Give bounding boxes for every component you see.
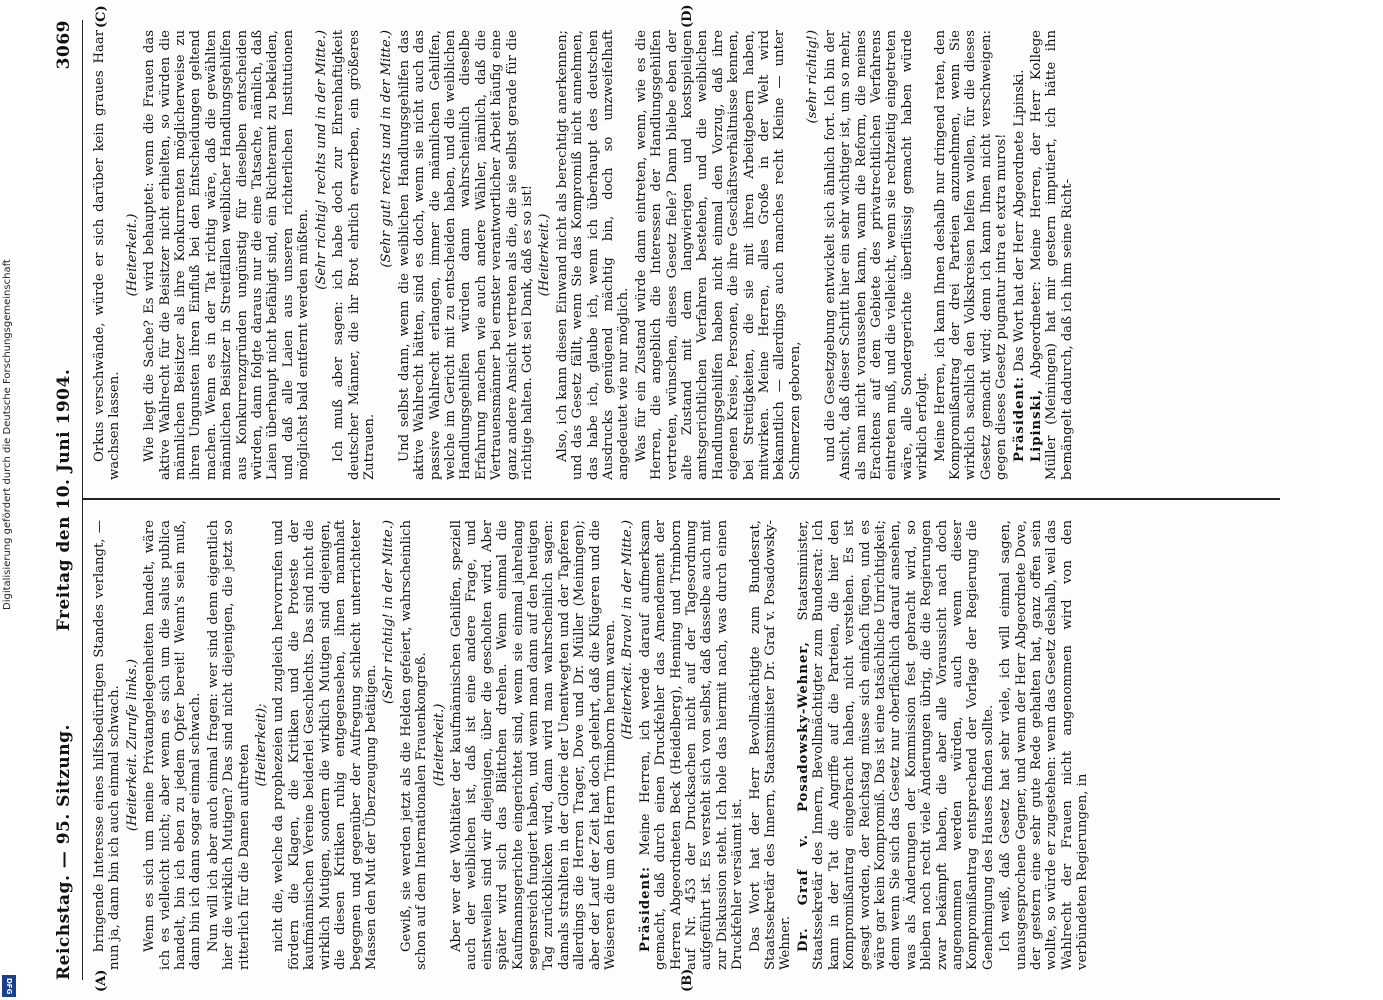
paragraph-text: Also, ich kann diesen Einwand nicht als berechtigt anerkennen; und das Gesetz fällt, wenn Sie das Kompromiß nicht annehmen, das habe ich, glaube ich, wenn ich überhaupt des deutschen Ausdrucks genügend mächtig bin, doch so unzweifelhaft angedeutet wie nur möglich. xyxy=(554,30,632,480)
paragraph-text: Meine Herren, ich werde darauf aufmerksam gemacht, daß durch einen Druckfehler das Amendement der Herren Abgeordneten Beck (Heidelberg), Henning und Trimborn auf Nr. 453 der Drucksachen nicht auf der Tagesordnung aufgeführt ist. Es versteht sich von selbst, daß dasselbe auch mit zur Diskussion steht. Ich hole das hiermit nach, was durch einen Druckfehler versäumt ist. xyxy=(637,520,746,970)
paragraph-text: (Heiterkeit. Bravo! in der Mitte.) xyxy=(620,520,636,740)
interjection xyxy=(125,30,140,480)
paragraph xyxy=(142,520,204,970)
paragraph-text: Wenn es sich um meine Privatangelegenheiten handelt, wäre ich es vielleicht nicht; aber wenn es sich um die salus publica handelt, bin ich eben zu jedem Opfer bereit! Wenn's sein muß, dann bin ich dann sogar einmal schwach. xyxy=(142,520,204,970)
paragraph-text: (sehr richtig!) xyxy=(805,30,821,124)
speaker-name: Dr. Graf v. Posadowsky-Wehner, xyxy=(795,641,811,952)
left-text-column xyxy=(92,520,1280,970)
margin-marker-d: (D) xyxy=(680,4,695,28)
speaker-name: Lipinski, xyxy=(1028,388,1044,462)
page-number: 3069 xyxy=(54,20,74,70)
paragraph xyxy=(638,520,746,970)
paragraph xyxy=(206,520,252,970)
interjection xyxy=(254,520,269,970)
paragraph xyxy=(796,520,996,970)
paragraph xyxy=(271,520,379,970)
paragraph-text: bringende Interesse eines hilfsbedürftigen Standes verlangt, — nun ja, dann bin ich auch einmal schwach. xyxy=(92,520,123,970)
paragraph-text: (Heiterkeit. Zurufe links.) xyxy=(124,658,140,832)
dfg-logo: DFG xyxy=(2,975,16,997)
paragraph-text: (Sehr richtig! rechts und in der Mitte.) xyxy=(313,30,329,290)
paragraph-text: Das Wort hat der Herr Abgeordnete Lipinski. xyxy=(1011,69,1027,372)
interjection xyxy=(537,30,552,480)
paragraph-text: (Sehr richtig! in der Mitte.) xyxy=(381,520,397,704)
paragraph xyxy=(142,30,311,480)
column-divider xyxy=(82,498,1280,500)
paragraph-text: (Sehr gut! rechts und in der Mitte.) xyxy=(379,30,395,268)
paragraph-text: Staatsminister, Staatssekretär des Innern, Bevollmächtigter zum Bundesrat: Ich kann in der Tat die Angriffe auf die Parteien, die hier den Kompromißantrag eingebracht haben, nicht verstehen. Es ist gesagt worden, der Reichstag müsse sich einfach fügen, und es wäre gar kein Kompromiß. Das ist eine tatsächliche Unrichtigkeit; denn wenn Sie sich das Gesetz nur oberflächlich darauf ansehen, was als Änderungen der Kommission fest gebracht wird, so bleiben noch recht viele Änderungen übrig, die die Regierungen zwar bekämpft haben, die aber alle Voraussicht nach doch angenommen werden würden, auch wenn dieser Kompromißantrag entsprechend der Vorlage der Regierung die Genehmigung des Hauses finden sollte. xyxy=(795,520,996,970)
paragraph xyxy=(1029,30,1075,480)
paragraph-text: Aber wer der Wohltäter der kaufmännischen Gehilfen, speziell auch der weiblichen ist, daß ist eine andere Frage, und einstweilen sind wir diejenigen, über die gescholten wird. Aber später wird sich das Blättchen drehen. Wenn einmal die Kaufmannsgerichte eingerichtet sind, wenn sie einmal jahrelang segensreich fungiert haben, und wenn man dann auf den heutigen Tag zurückblicken wird, dann wird man wahrscheinlich sagen: damals strahlten in der Glorie der Unentwegten und der Tapferen allerdings die Herren Trager, Dove und Dr. Müller (Meiningen); aber der Lauf der Zeit hat doch gelehrt, daß die Klügeren und die Weiseren die um den Herrn Trimborn herum waren. xyxy=(448,520,618,970)
page-header xyxy=(54,20,78,980)
paragraph xyxy=(998,520,1090,970)
paragraph-text: Gewiß, sie werden jetzt als die Helden gefeiert, wahrscheinlich schon auf dem Internationalen Frauenkongreß. xyxy=(398,520,430,970)
paragraph-text: (Heiterkeit.) xyxy=(431,703,447,787)
paragraph-text: Ich weiß, daß Gesetz hat sehr viele, ich will einmal sagen, unausgesprochene Gegner, und wenn der Herr Abgeordnete Dove, der gestern eine sehr gute Rede gehalten hat, ganz offen sein wollte, so würde er zugestehen: wenn das Gesetz deshalb, weil das Wahlrecht der Frauen nicht angenommen wird von den verbündeten Regierungen, in xyxy=(998,520,1091,970)
paragraph-text: nicht die, welche da prophezeien und zugleich hervorrufen und fördern die Klagen, die Kritiken und die Proteste der kaufmännischen Vereine beiderlei Geschlechts. Das sind nicht die wirklich Mutigen, sondern die wirklich Mutigen sind diejenigen, die diesen Kritiken ruhig entgegensehen, ihnen mannhaft begegnen und gegenüber der Aufregung schlecht unterrichteter Massen den Mut der Überzeugung betätigen. xyxy=(271,520,379,970)
paragraph xyxy=(933,30,1010,480)
funding-notice: Digitalisierung gefördert durch die Deutsche Forschungsgemeinschaft xyxy=(2,259,13,610)
paragraph xyxy=(555,30,632,480)
paragraph xyxy=(449,520,618,970)
paragraph xyxy=(634,30,803,480)
speaker-name: Präsident: xyxy=(1011,375,1027,462)
interjection xyxy=(314,30,329,480)
paragraph-text: (Heiterkeit.) xyxy=(124,213,140,297)
interjection xyxy=(620,520,635,970)
paragraph xyxy=(748,520,794,970)
paragraph-text: und die Gesetzgebung entwickelt sich ähnlich fort. Ich bin der Ansicht, daß dieser Schritt hier ein sehr wichtiger ist, um so mehr, als man nicht voraussehen kann, wann die Reform, die meines Erachtens auf dem Gebiete des privatrechtlichen Verfahrens eintreten muß, und die vielleicht, wenn sie rechtzeitig eingetreten wäre, alle Sondergerichte überflüssig gemacht haben würde wirklich erfolgt. xyxy=(822,30,931,480)
paragraph xyxy=(823,30,931,480)
margin-marker-a: (A) xyxy=(94,969,109,992)
margin-marker-c: (C) xyxy=(94,5,109,28)
paragraph-text: (Heiterkeit.) xyxy=(537,213,553,297)
interjection xyxy=(125,520,140,970)
speaker-name: Präsident: xyxy=(637,865,653,952)
interjection xyxy=(381,520,396,970)
paragraph-text: Das Wort hat der Herr Bevollmächtigte zum Bundesrat, Staatssekretär des Innern, Staatsminister Dr. Graf v. Posadowsky-Wehner. xyxy=(747,520,794,970)
paragraph xyxy=(397,30,536,480)
footer-strip xyxy=(0,0,20,1000)
header-rule xyxy=(82,20,83,980)
paragraph xyxy=(331,30,377,480)
interjection xyxy=(805,30,820,480)
interjection xyxy=(432,520,447,970)
right-text-column xyxy=(92,30,1280,480)
paragraph xyxy=(92,520,123,970)
paragraph-text: (Heiterkeit); xyxy=(254,703,270,787)
margin-marker-b: (B) xyxy=(680,968,695,992)
header-session: Reichstag. — 95. Sitzung. xyxy=(54,724,74,980)
paragraph-text: Ich muß aber sagen: ich habe doch zur Ehrenhaftigkeit deutscher Männer, die ihr Brot ehrlich erwerben, ein größeres Zutrauen. xyxy=(331,30,377,480)
paragraph xyxy=(92,30,123,480)
paragraph-text: Wie liegt die Sache? Es wird behauptet: wenn die Frauen das aktive Wahlrecht für die Beisitzer nicht erhielten, so würden die männlichen Beisitzer als ihre Konkurrenten möglicherweise zu ihren Ungunsten ihren Einfluß bei den Entscheidungen geltend machen. Wenn es in der Tat richtig wäre, daß die gewählten männlichen Beisitzer in Streitfällen weiblicher Handlungsgehilfen aus Konkurrenzgründen ungünstig für dieselben entscheiden würden, dann folgte daraus nur die eine Tatsache, nämlich, daß Laien überhaupt nicht befähigt sind, ein Richteramt zu bekleiden, und daß alle Laien aus unseren richterlichen Institutionen möglichst bald entfernt werden müßten. xyxy=(142,30,312,480)
paragraph-text: Nun will ich aber auch einmal fragen: wer sind denn eigentlich hier die wirklich Mutigen? Das sind nicht diejenigen, die jetzt so ritterlich für die Damen auftreten xyxy=(205,520,252,970)
document-page xyxy=(40,0,1320,1000)
paragraph-text: Was für ein Zustand würde dann eintreten, wenn, wie es die Herren, die angeblich die Interessen der Handlungsgehilfen vertreten, wünschen, dieses Gesetz fiele? Dann bliebe eben der alte Zustand mit dem langwierigen und kostspieligen amtsgerichtlichen Verfahren bestehen, und die weiblichen Handlungsgehilfen haben nicht einmal den Vorzug, daß ihre eigenen Kreise, Personen, die ihre Geschäftsverhältnisse kennen, bei Streitigkeiten, die sie mit ihren Arbeitgebern haben, mitwirken. Meine Herren, alles Große in der Welt wird bekanntlich — allerdings auch manches recht Kleine — unter Schmerzen geboren, xyxy=(633,30,803,480)
paragraph-text: Und selbst dann, wenn die weiblichen Handlungsgehilfen das aktive Wahlrecht hätten, sind es doch, wenn sie nicht auch das passive Wahlrecht erlangen, immer die männlichen Gehilfen, welche im Gericht mit zu entscheiden haben, und die weiblichen Handlungsgehilfen würden dann wahrscheinlich dieselbe Erfahrung machen wie auch andere Wähler, nämlich, daß die Vertrauensmänner bei ernster verantwortlicher Arbeit häufig eine ganz andere Ansicht vertreten als die, die sie selbst gerade für die richtige halten. Gott sei Dank, daß es so ist! xyxy=(396,30,535,480)
header-date: Freitag den 10. Juni 1904. xyxy=(54,368,74,632)
paragraph xyxy=(1012,30,1027,480)
paragraph-text: Orkus verschwände, würde er sich darüber kein graues Haar wachsen lassen. xyxy=(92,30,123,480)
interjection xyxy=(379,30,394,480)
paragraph-text: Abgeordneter: Meine Herren, der Herr Kollege Müller (Meiningen) hat mir gestern imputiert, ich hätte ihn bemängelt dadurch, daß ich ihm seine Richt- xyxy=(1028,30,1075,480)
paragraph-text: Meine Herren, ich kann Ihnen deshalb nur dringend raten, den Kompromißantrag der drei Parteien anzunehmen, wenn Sie wirklich sachlich den Volkskreisen helfen wollen, für die dieses Gesetz gemacht wird; denn ich kann Ihnen nicht verschweigen: gegen dieses Gesetz pugnatur intra et extra muros! xyxy=(932,30,1010,480)
paragraph xyxy=(399,520,430,970)
